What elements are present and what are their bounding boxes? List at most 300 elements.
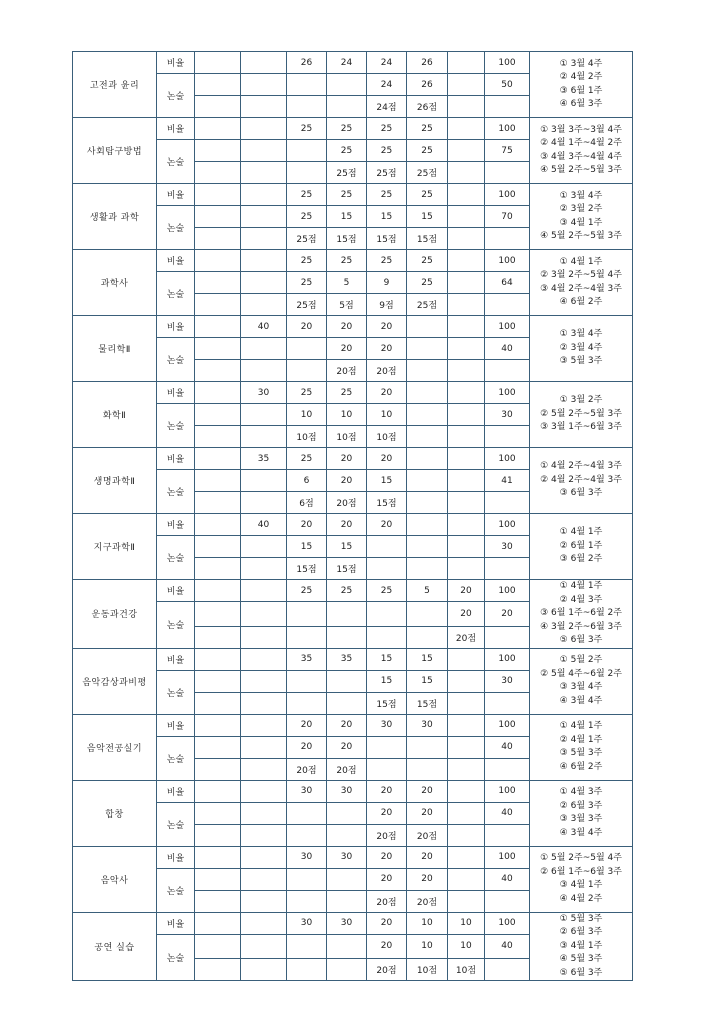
points-cell (241, 96, 287, 118)
schedule-item: ② 4월 3주 (559, 594, 603, 605)
row-label-ratio: 비율 (157, 382, 195, 404)
schedule-item: ④ 5월 2주~5월 3주 (540, 165, 622, 175)
row-label-ratio: 비율 (157, 52, 195, 74)
schedule-cell (530, 580, 633, 649)
points-cell (485, 162, 530, 184)
schedule-item: ① 4월 1주 (559, 527, 603, 538)
schedule-cell (530, 448, 633, 514)
schedule-item: ② 6월 1주 (559, 540, 603, 551)
essay-cell: 9 (367, 272, 407, 294)
points-cell (485, 294, 530, 316)
points-cell (241, 426, 287, 448)
points-cell: 26점 (407, 96, 448, 118)
ratio-cell: 100 (485, 580, 530, 602)
points-cell: 15점 (327, 228, 367, 250)
points-cell (485, 824, 530, 846)
points-cell (485, 96, 530, 118)
ratio-cell (448, 118, 485, 140)
points-cell (195, 294, 241, 316)
points-cell (195, 959, 241, 981)
essay-cell: 25 (407, 272, 448, 294)
essay-cell: 26 (407, 74, 448, 96)
essay-cell: 20 (287, 736, 327, 758)
points-cell (485, 558, 530, 580)
essay-cell (195, 736, 241, 758)
ratio-cell (241, 118, 287, 140)
essay-cell: 64 (485, 272, 530, 294)
row-label-ratio: 비율 (157, 912, 195, 934)
essay-cell: 20 (327, 470, 367, 492)
essay-cell (241, 272, 287, 294)
essay-cell (241, 404, 287, 426)
points-cell: 20점 (367, 824, 407, 846)
essay-cell: 30 (485, 670, 530, 692)
essay-cell (407, 736, 448, 758)
ratio-cell: 10 (407, 912, 448, 934)
ratio-cell (195, 714, 241, 736)
ratio-cell: 25 (407, 250, 448, 272)
points-cell: 25점 (367, 162, 407, 184)
subject-name: 음악전공실기 (73, 714, 157, 780)
essay-cell (195, 338, 241, 360)
schedule-item: ① 5월 2주~5월 4주 (540, 853, 622, 863)
ratio-cell: 35 (241, 448, 287, 470)
points-cell (327, 890, 367, 912)
ratio-cell: 20 (367, 846, 407, 868)
points-cell (195, 692, 241, 714)
ratio-cell (195, 250, 241, 272)
points-cell (485, 959, 530, 981)
points-cell: 10점 (287, 426, 327, 448)
points-cell (241, 890, 287, 912)
points-cell: 6점 (287, 492, 327, 514)
points-cell (448, 96, 485, 118)
ratio-cell: 25 (367, 580, 407, 602)
essay-cell: 24 (367, 74, 407, 96)
subject-name: 합창 (73, 780, 157, 846)
ratio-cell (407, 448, 448, 470)
essay-cell: 15 (407, 670, 448, 692)
points-cell (367, 758, 407, 780)
ratio-cell (241, 648, 287, 670)
essay-cell (448, 74, 485, 96)
points-cell (448, 426, 485, 448)
schedule-item: ① 4월 2주~4월 3주 (540, 461, 622, 472)
points-cell: 20점 (327, 492, 367, 514)
essay-cell: 10 (407, 934, 448, 959)
ratio-cell: 25 (287, 580, 327, 602)
schedule-item: ② 3월 2주~5월 4주 (540, 270, 622, 280)
row-label-essay: 논술 (157, 470, 195, 514)
ratio-cell: 25 (327, 184, 367, 206)
ratio-cell: 24 (327, 52, 367, 74)
ratio-cell: 25 (287, 184, 327, 206)
row-label-essay: 논술 (157, 140, 195, 184)
essay-cell (241, 670, 287, 692)
points-cell (241, 758, 287, 780)
points-cell (195, 626, 241, 648)
ratio-cell: 25 (327, 118, 367, 140)
ratio-cell (448, 184, 485, 206)
schedule-item: ④ 3월 4주 (559, 695, 603, 706)
ratio-cell (448, 648, 485, 670)
essay-cell: 40 (485, 868, 530, 890)
row-label-essay: 논술 (157, 206, 195, 250)
ratio-cell (241, 912, 287, 934)
assessment-ratio-table (72, 51, 633, 981)
ratio-cell: 35 (327, 648, 367, 670)
essay-cell: 40 (485, 802, 530, 824)
ratio-cell (195, 448, 241, 470)
schedule-item: ③ 6월 1주 (559, 85, 603, 96)
points-cell (485, 492, 530, 514)
essay-cell: 15 (327, 206, 367, 228)
schedule-item: ④ 4월 2주 (559, 893, 603, 904)
table-row (73, 184, 633, 206)
points-cell: 15점 (287, 558, 327, 580)
points-cell (407, 626, 448, 648)
ratio-cell: 15 (367, 648, 407, 670)
essay-cell (195, 140, 241, 162)
subject-name: 공연 실습 (73, 912, 157, 981)
subject-name: 운동과건강 (73, 580, 157, 649)
table-row (73, 514, 633, 536)
ratio-cell: 25 (287, 448, 327, 470)
essay-cell: 15 (287, 536, 327, 558)
ratio-cell (448, 250, 485, 272)
schedule-item: ① 4월 3주 (559, 787, 603, 797)
ratio-cell: 20 (327, 316, 367, 338)
schedule-item: ② 6월 3주 (559, 800, 603, 811)
essay-cell: 20 (407, 868, 448, 890)
essay-cell (241, 140, 287, 162)
schedule-item: ② 4월 1주 (559, 734, 603, 745)
points-cell: 10점 (448, 959, 485, 981)
ratio-cell: 30 (327, 912, 367, 934)
essay-cell (407, 404, 448, 426)
schedule-item: ① 3월 3주~3월 4주 (540, 124, 622, 135)
essay-cell (448, 404, 485, 426)
essay-cell (195, 470, 241, 492)
schedule-item: ④ 6월 3주 (559, 99, 603, 109)
points-cell (448, 692, 485, 714)
table-row (73, 714, 633, 736)
points-cell (327, 96, 367, 118)
table-row (73, 382, 633, 404)
ratio-cell: 24 (367, 52, 407, 74)
schedule-item: ③ 4월 3주~4월 4주 (540, 151, 622, 162)
ratio-cell: 100 (485, 118, 530, 140)
points-cell: 15점 (367, 692, 407, 714)
ratio-cell (448, 846, 485, 868)
essay-cell: 20 (367, 868, 407, 890)
schedule-item: ③ 5월 3주 (559, 356, 603, 367)
essay-cell: 20 (327, 338, 367, 360)
ratio-cell: 15 (407, 648, 448, 670)
ratio-cell: 100 (485, 514, 530, 536)
points-cell: 25점 (327, 162, 367, 184)
ratio-cell: 20 (327, 714, 367, 736)
table-row (73, 316, 633, 338)
essay-cell (241, 802, 287, 824)
ratio-cell (195, 846, 241, 868)
essay-cell (367, 536, 407, 558)
ratio-cell (407, 382, 448, 404)
points-cell: 20점 (327, 758, 367, 780)
subject-name: 고전과 윤리 (73, 52, 157, 118)
schedule-item: ② 5월 2주~5월 3주 (540, 408, 622, 419)
ratio-cell: 30 (327, 846, 367, 868)
row-label-ratio: 비율 (157, 780, 195, 802)
essay-cell (448, 470, 485, 492)
ratio-cell: 100 (485, 846, 530, 868)
ratio-cell: 35 (287, 648, 327, 670)
ratio-cell (241, 846, 287, 868)
schedule-item: ③ 4월 1주 (559, 940, 603, 951)
essay-cell: 40 (485, 736, 530, 758)
essay-cell (448, 140, 485, 162)
ratio-cell (407, 514, 448, 536)
essay-cell: 25 (327, 140, 367, 162)
essay-cell: 10 (327, 404, 367, 426)
schedule-item: ① 4월 1주 (559, 721, 603, 731)
essay-cell (327, 802, 367, 824)
ratio-cell: 20 (327, 514, 367, 536)
points-cell: 15점 (367, 492, 407, 514)
points-cell (195, 228, 241, 250)
points-cell (195, 96, 241, 118)
essay-cell: 15 (367, 470, 407, 492)
essay-cell: 10 (367, 404, 407, 426)
essay-cell (195, 272, 241, 294)
schedule-item: ① 3월 2주 (559, 395, 603, 406)
essay-cell: 15 (367, 670, 407, 692)
ratio-cell: 25 (287, 250, 327, 272)
ratio-cell: 25 (367, 250, 407, 272)
points-cell (287, 959, 327, 981)
schedule-cell (530, 250, 633, 316)
ratio-cell: 30 (241, 382, 287, 404)
points-cell (195, 758, 241, 780)
schedule-cell (530, 52, 633, 118)
row-label-essay: 논술 (157, 670, 195, 714)
table-row (73, 846, 633, 868)
row-label-ratio: 비율 (157, 250, 195, 272)
points-cell (287, 96, 327, 118)
schedule-item: ② 4월 1주~4월 2주 (540, 138, 622, 148)
ratio-cell: 20 (287, 714, 327, 736)
points-cell (241, 692, 287, 714)
ratio-cell: 20 (367, 382, 407, 404)
points-cell (241, 824, 287, 846)
essay-cell: 15 (327, 536, 367, 558)
points-cell (485, 228, 530, 250)
essay-cell: 75 (485, 140, 530, 162)
essay-cell: 6 (287, 470, 327, 492)
subject-name: 사회탐구방법 (73, 118, 157, 184)
essay-cell (327, 868, 367, 890)
essay-cell (287, 602, 327, 627)
essay-cell (241, 74, 287, 96)
essay-cell (327, 74, 367, 96)
ratio-cell: 20 (367, 780, 407, 802)
ratio-cell (448, 514, 485, 536)
ratio-cell (195, 184, 241, 206)
essay-cell (448, 736, 485, 758)
points-cell: 15점 (327, 558, 367, 580)
essay-cell (327, 602, 367, 627)
essay-cell: 70 (485, 206, 530, 228)
subject-name: 생명과학Ⅱ (73, 448, 157, 514)
points-cell (241, 162, 287, 184)
points-cell (485, 692, 530, 714)
schedule-cell (530, 316, 633, 382)
schedule-cell (530, 846, 633, 912)
ratio-cell: 20 (327, 448, 367, 470)
essay-cell (448, 272, 485, 294)
row-label-ratio: 비율 (157, 714, 195, 736)
schedule-item: ④ 5월 2주~5월 3주 (540, 231, 622, 241)
ratio-cell: 100 (485, 648, 530, 670)
points-cell (448, 824, 485, 846)
points-cell (195, 890, 241, 912)
points-cell (287, 162, 327, 184)
row-label-essay: 논술 (157, 934, 195, 981)
essay-cell (241, 338, 287, 360)
subject-name: 음악감상과비평 (73, 648, 157, 714)
schedule-item: ① 3월 4주 (559, 190, 603, 201)
ratio-cell (195, 580, 241, 602)
schedule-cell (530, 912, 633, 981)
ratio-cell: 20 (287, 514, 327, 536)
essay-cell: 15 (367, 206, 407, 228)
table-row (73, 52, 633, 74)
ratio-cell (241, 250, 287, 272)
essay-cell (241, 206, 287, 228)
essay-cell (241, 736, 287, 758)
essay-cell: 20 (367, 802, 407, 824)
ratio-cell: 25 (367, 184, 407, 206)
subject-name: 물리학Ⅱ (73, 316, 157, 382)
points-cell (485, 890, 530, 912)
essay-cell (287, 802, 327, 824)
row-label-essay: 논술 (157, 272, 195, 316)
table-row (73, 250, 633, 272)
essay-cell (448, 338, 485, 360)
ratio-cell (448, 780, 485, 802)
ratio-cell: 25 (327, 580, 367, 602)
points-cell (195, 558, 241, 580)
ratio-cell (448, 714, 485, 736)
points-cell (287, 360, 327, 382)
schedule-item: ① 5월 3주 (559, 913, 603, 924)
subject-name: 지구과학Ⅱ (73, 514, 157, 580)
essay-cell: 10 (287, 404, 327, 426)
essay-cell (195, 802, 241, 824)
essay-cell (287, 670, 327, 692)
ratio-cell: 25 (327, 250, 367, 272)
row-label-essay: 논술 (157, 536, 195, 580)
schedule-item: ① 4월 1주 (559, 256, 603, 267)
schedule-item: ④ 6월 2주 (559, 297, 603, 307)
essay-cell (195, 934, 241, 959)
essay-cell (241, 934, 287, 959)
essay-cell (287, 934, 327, 959)
essay-cell: 50 (485, 74, 530, 96)
points-cell: 20점 (367, 360, 407, 382)
points-cell (448, 228, 485, 250)
points-cell (327, 959, 367, 981)
points-cell (241, 626, 287, 648)
row-label-ratio: 비율 (157, 184, 195, 206)
points-cell (195, 360, 241, 382)
ratio-cell (241, 184, 287, 206)
ratio-cell (195, 52, 241, 74)
ratio-cell: 5 (407, 580, 448, 602)
ratio-cell: 20 (367, 316, 407, 338)
ratio-cell: 30 (287, 780, 327, 802)
table-row (73, 448, 633, 470)
ratio-cell: 40 (241, 514, 287, 536)
essay-cell (287, 74, 327, 96)
essay-cell: 30 (485, 404, 530, 426)
essay-cell (241, 868, 287, 890)
schedule-item: ⑤ 6월 3주 (559, 635, 603, 645)
row-label-ratio: 비율 (157, 118, 195, 140)
ratio-cell (241, 580, 287, 602)
points-cell: 10점 (327, 426, 367, 448)
essay-cell: 40 (485, 338, 530, 360)
row-label-essay: 논술 (157, 74, 195, 118)
schedule-item: ③ 3월 4주 (559, 682, 603, 692)
ratio-cell: 25 (407, 118, 448, 140)
ratio-cell: 30 (327, 780, 367, 802)
points-cell (485, 426, 530, 448)
ratio-cell (195, 912, 241, 934)
schedule-item: ② 6월 1주~6월 3주 (540, 866, 622, 877)
ratio-cell (448, 448, 485, 470)
essay-cell (195, 602, 241, 627)
schedule-item: ② 4월 2주~4월 3주 (540, 474, 622, 485)
row-label-essay: 논술 (157, 602, 195, 649)
schedule-cell (530, 382, 633, 448)
schedule-item: ① 3월 4주 (559, 329, 603, 340)
points-cell (367, 626, 407, 648)
table-row (73, 912, 633, 934)
schedule-item: ⑤ 6월 3주 (559, 967, 603, 978)
assessment-table-container (72, 51, 632, 981)
essay-cell (195, 206, 241, 228)
points-cell (367, 558, 407, 580)
row-label-ratio: 비율 (157, 648, 195, 670)
schedule-cell (530, 118, 633, 184)
ratio-cell: 100 (485, 316, 530, 338)
essay-cell (287, 868, 327, 890)
points-cell (195, 492, 241, 514)
essay-cell (407, 470, 448, 492)
points-cell (287, 626, 327, 648)
essay-cell: 20 (367, 338, 407, 360)
schedule-item: ③ 3월 3주 (559, 814, 603, 824)
essay-cell (367, 736, 407, 758)
schedule-item: ② 3월 4주 (559, 342, 603, 353)
points-cell (241, 558, 287, 580)
ratio-cell: 25 (407, 184, 448, 206)
points-cell (241, 492, 287, 514)
points-cell (407, 758, 448, 780)
ratio-cell: 40 (241, 316, 287, 338)
points-cell (485, 626, 530, 648)
